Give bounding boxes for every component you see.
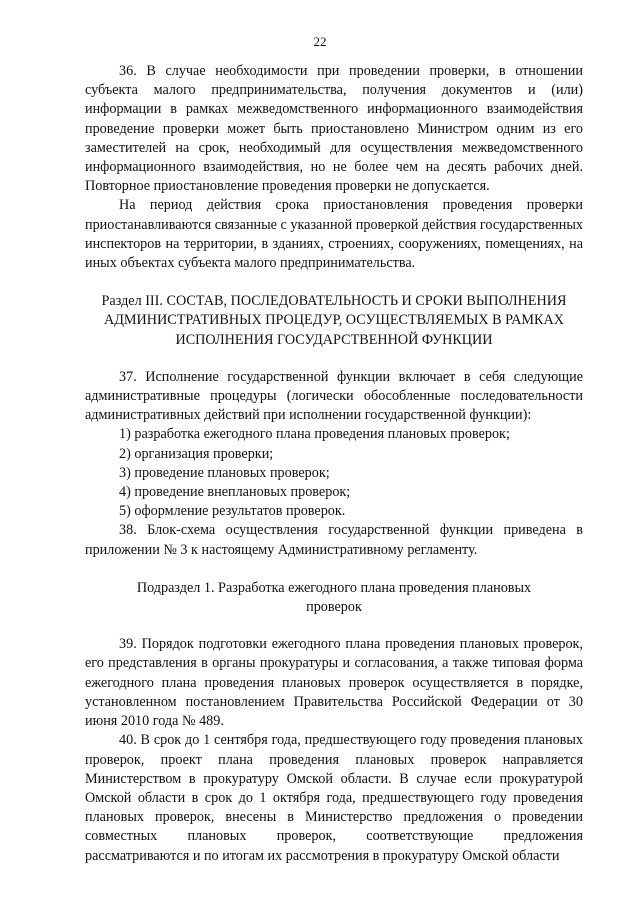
section-heading: Раздел III. СОСТАВ, ПОСЛЕДОВАТЕЛЬНОСТЬ И СРОКИ ВЫПОЛНЕНИЯ АДМИНИСТРАТИВНЫХ ПРОЦЕДУР, ОСУЩЕСТВЛЯЕМЫХ В РАМКАХ ИСПОЛНЕНИЯ ГОСУДАРСТВЕННОЙ ФУНКЦИИ xyxy=(101,293,567,348)
list-item: 3) проведение плановых проверок; xyxy=(119,464,330,481)
paragraph-39: 39. Порядок подготовки ежегодного плана проведения плановых проверок, его представления в органы прокуратуры и согласования, а также типовая форма ежегодного плана проведения плановых проверок осуществляется в порядке, установленном постановлением Правительства Российской Федерации от 30 июня 2010 года № 489. xyxy=(85,636,583,730)
page-number: 22 xyxy=(313,34,327,49)
list-item: 5) оформление результатов проверок. xyxy=(119,503,346,520)
page-content xyxy=(85,62,583,866)
paragraph-36: 36. В случае необходимости при проведении проверки, в отношении субъекта малого предпринимательства, получения документов и (или) информации в рамках межведомственного информационного взаимодействия проведение проверки может быть приостановлено Министром одним из его заместителей на срок, необходимый для осуществления межведомственного информационного взаимодействия, но не более чем на десять рабочих дней. Повторное приостановление проведения проверки не допускается. xyxy=(85,63,583,195)
paragraph-suspension-period: На период действия срока приостановления проведения проверки приостанавливаются связанные с указанной проверкой действия государственных инспекторов на территории, в зданиях, строениях, сооружениях, помещениях, на иных объектах субъекта малого предпринимательства. xyxy=(85,197,583,272)
list-item: 2) организация проверки; xyxy=(119,445,274,462)
list-item: 1) разработка ежегодного плана проведения плановых проверок; xyxy=(119,426,510,443)
subsection-heading: Подраздел 1. Разработка ежегодного плана проведения плановых проверок xyxy=(136,579,532,616)
procedures-list xyxy=(85,425,583,521)
list-item: 4) проведение внеплановых проверок; xyxy=(119,484,351,501)
paragraph-40: 40. В срок до 1 сентября года, предшествующего году проведения плановых проверок, проект плана проведения плановых проверок направляется Министерством в прокуратуру Омской области. В случае если прокуратурой Омской области в срок до 1 октября года, предшествующего году проведения плановых проверок, внесены в Министерство предложения о проведении совместных плановых проверок, соответствующие предложения рассматриваются и по итогам их рассмотрения в прокуратуру Омской области xyxy=(85,732,583,864)
paragraph-37: 37. Исполнение государственной функции включает в себя следующие административные процедуры (логически обособленные последовательности административных действий при исполнении государственной функции): xyxy=(85,368,583,424)
paragraph-38: 38. Блок-схема осуществления государственной функции приведена в приложении № 3 к настоящему Административному регламенту. xyxy=(85,522,583,558)
